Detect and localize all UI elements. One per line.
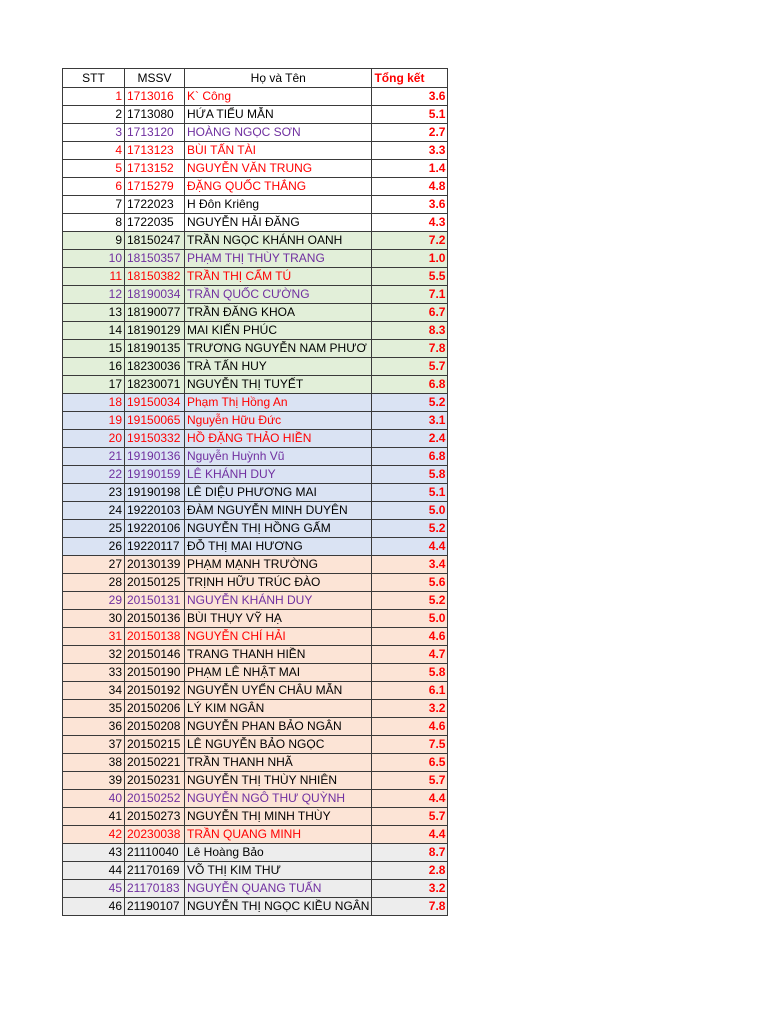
total-cell[interactable]: 3.3 — [372, 142, 448, 160]
name-cell[interactable]: NGUYỄN THỊ MINH THÙY — [185, 808, 372, 826]
name-cell[interactable]: Phạm Thị Hồng An — [185, 394, 372, 412]
total-cell[interactable]: 8.7 — [372, 844, 448, 862]
name-cell[interactable]: NGUYỄN UYỂN CHÂU MẪN — [185, 682, 372, 700]
name-cell[interactable]: HOÀNG NGỌC SƠN — [185, 124, 372, 142]
table-row — [63, 304, 448, 322]
table-row — [63, 754, 448, 772]
stt-cell[interactable]: 21 — [63, 448, 125, 466]
mssv-cell[interactable]: 18190077 — [125, 304, 185, 322]
name-cell[interactable]: PHẠM LÊ NHẬT MAI — [185, 664, 372, 682]
name-cell[interactable]: BÙI THỤY VỸ HẠ — [185, 610, 372, 628]
mssv-cell[interactable]: 18190129 — [125, 322, 185, 340]
table-row — [63, 484, 448, 502]
mssv-cell[interactable]: 20150208 — [125, 718, 185, 736]
mssv-cell[interactable]: 20150136 — [125, 610, 185, 628]
total-cell[interactable]: 4.7 — [372, 646, 448, 664]
table-row — [63, 178, 448, 196]
name-cell[interactable]: NGUYỄN VĂN TRUNG — [185, 160, 372, 178]
mssv-cell[interactable]: 19150034 — [125, 394, 185, 412]
name-cell[interactable]: TRANG THANH HIỀN — [185, 646, 372, 664]
name-cell[interactable]: TRẦN THỊ CẨM TÚ — [185, 268, 372, 286]
total-cell[interactable]: 1.0 — [372, 250, 448, 268]
total-cell[interactable]: 5.1 — [372, 106, 448, 124]
stt-cell[interactable]: 24 — [63, 502, 125, 520]
name-cell[interactable]: H Đôn Kriêng — [185, 196, 372, 214]
table-row — [63, 106, 448, 124]
name-cell[interactable]: TRẦN QUANG MINH — [185, 826, 372, 844]
table-row — [63, 862, 448, 880]
table-row — [63, 394, 448, 412]
total-cell[interactable]: 5.7 — [372, 358, 448, 376]
total-cell[interactable]: 6.1 — [372, 682, 448, 700]
mssv-cell[interactable]: 21110040 — [125, 844, 185, 862]
stt-cell[interactable]: 9 — [63, 232, 125, 250]
total-cell[interactable]: 4.3 — [372, 214, 448, 232]
table-row — [63, 286, 448, 304]
name-cell[interactable]: Nguyễn Hữu Đức — [185, 412, 372, 430]
table-row — [63, 196, 448, 214]
stt-cell[interactable]: 19 — [63, 412, 125, 430]
name-cell[interactable]: ĐÀM NGUYỄN MINH DUYÊN — [185, 502, 372, 520]
mssv-cell[interactable]: 19150332 — [125, 430, 185, 448]
total-cell[interactable]: 3.6 — [372, 88, 448, 106]
table-row — [63, 214, 448, 232]
total-cell[interactable]: 5.2 — [372, 520, 448, 538]
stt-cell[interactable]: 31 — [63, 628, 125, 646]
mssv-cell[interactable]: 1713016 — [125, 88, 185, 106]
total-cell[interactable]: 3.1 — [372, 412, 448, 430]
stt-cell[interactable]: 5 — [63, 160, 125, 178]
mssv-cell[interactable]: 1713120 — [125, 124, 185, 142]
name-cell[interactable]: HỒ ĐẶNG THẢO HIỀN — [185, 430, 372, 448]
mssv-cell[interactable]: 19190198 — [125, 484, 185, 502]
total-cell[interactable]: 5.7 — [372, 808, 448, 826]
table-row — [63, 574, 448, 592]
total-cell[interactable]: 5.0 — [372, 610, 448, 628]
total-cell[interactable]: 5.6 — [372, 574, 448, 592]
total-cell[interactable]: 5.8 — [372, 466, 448, 484]
name-cell[interactable]: NGUYỄN HẢI ĐĂNG — [185, 214, 372, 232]
stt-cell[interactable]: 22 — [63, 466, 125, 484]
total-cell[interactable]: 2.7 — [372, 124, 448, 142]
total-cell[interactable]: 3.2 — [372, 700, 448, 718]
total-cell[interactable]: 4.6 — [372, 628, 448, 646]
table-row — [63, 826, 448, 844]
table-row — [63, 376, 448, 394]
name-cell[interactable]: ĐỖ THỊ MAI HƯƠNG — [185, 538, 372, 556]
stt-cell[interactable]: 38 — [63, 754, 125, 772]
total-cell[interactable]: 5.7 — [372, 772, 448, 790]
mssv-cell[interactable]: 1713123 — [125, 142, 185, 160]
table-row — [63, 592, 448, 610]
name-cell[interactable]: NGUYỄN THỊ TUYẾT — [185, 376, 372, 394]
table-body — [63, 88, 448, 916]
total-cell[interactable]: 7.2 — [372, 232, 448, 250]
stt-cell[interactable]: 25 — [63, 520, 125, 538]
stt-cell[interactable]: 26 — [63, 538, 125, 556]
name-cell[interactable]: LÝ KIM NGÂN — [185, 700, 372, 718]
mssv-cell[interactable]: 1713080 — [125, 106, 185, 124]
mssv-cell[interactable]: 18230036 — [125, 358, 185, 376]
total-cell[interactable]: 5.5 — [372, 268, 448, 286]
table-row — [63, 628, 448, 646]
total-cell[interactable]: 4.4 — [372, 790, 448, 808]
total-cell[interactable]: 6.7 — [372, 304, 448, 322]
mssv-cell[interactable]: 20150252 — [125, 790, 185, 808]
total-cell[interactable]: 5.2 — [372, 592, 448, 610]
name-cell[interactable]: NGUYỄN THỊ HỒNG GẤM — [185, 520, 372, 538]
stt-cell[interactable]: 13 — [63, 304, 125, 322]
table-row — [63, 808, 448, 826]
stt-cell[interactable]: 33 — [63, 664, 125, 682]
table-row — [63, 736, 448, 754]
header-total[interactable]: Tổng kết — [372, 69, 448, 88]
name-cell[interactable]: TRƯƠNG NGUYỄN NAM PHƯƠ — [185, 340, 372, 358]
mssv-cell[interactable]: 21190107 — [125, 898, 185, 916]
mssv-cell[interactable]: 1713152 — [125, 160, 185, 178]
mssv-cell[interactable]: 20150192 — [125, 682, 185, 700]
name-cell[interactable]: TRẦN NGỌC KHÁNH OANH — [185, 232, 372, 250]
name-cell[interactable]: TRỊNH HỮU TRÚC ĐÀO — [185, 574, 372, 592]
name-cell[interactable]: TRẦN QUỐC CƯỜNG — [185, 286, 372, 304]
total-cell[interactable]: 4.4 — [372, 538, 448, 556]
mssv-cell[interactable]: 20150273 — [125, 808, 185, 826]
mssv-cell[interactable]: 18230071 — [125, 376, 185, 394]
header-row — [63, 69, 448, 88]
header-name[interactable]: Họ và Tên — [185, 69, 372, 88]
name-cell[interactable]: K` Công — [185, 88, 372, 106]
name-cell[interactable]: NGUYỄN PHAN BẢO NGÂN — [185, 718, 372, 736]
table-row — [63, 466, 448, 484]
mssv-cell[interactable]: 18150247 — [125, 232, 185, 250]
mssv-cell[interactable]: 1722023 — [125, 196, 185, 214]
mssv-cell[interactable]: 20150131 — [125, 592, 185, 610]
mssv-cell[interactable]: 20150146 — [125, 646, 185, 664]
stt-cell[interactable]: 30 — [63, 610, 125, 628]
stt-cell[interactable]: 1 — [63, 88, 125, 106]
name-cell[interactable]: TRẦN THANH NHÃ — [185, 754, 372, 772]
table-row — [63, 412, 448, 430]
stt-cell[interactable]: 8 — [63, 214, 125, 232]
total-cell[interactable]: 3.2 — [372, 880, 448, 898]
total-cell[interactable]: 2.4 — [372, 430, 448, 448]
stt-cell[interactable]: 12 — [63, 286, 125, 304]
name-cell[interactable]: VÕ THỊ KIM THƯ — [185, 862, 372, 880]
mssv-cell[interactable]: 19190136 — [125, 448, 185, 466]
table-row — [63, 268, 448, 286]
name-cell[interactable]: PHẠM THỊ THÙY TRANG — [185, 250, 372, 268]
table-row — [63, 124, 448, 142]
name-cell[interactable]: NGUYỄN KHÁNH DUY — [185, 592, 372, 610]
mssv-cell[interactable]: 18190034 — [125, 286, 185, 304]
table-row — [63, 664, 448, 682]
table-row — [63, 556, 448, 574]
mssv-cell[interactable]: 20230038 — [125, 826, 185, 844]
total-cell[interactable]: 6.8 — [372, 376, 448, 394]
stt-cell[interactable]: 27 — [63, 556, 125, 574]
mssv-cell[interactable]: 18150357 — [125, 250, 185, 268]
stt-cell[interactable]: 32 — [63, 646, 125, 664]
name-cell[interactable]: NGUYỄN NGÔ THƯ QUỲNH — [185, 790, 372, 808]
name-cell[interactable]: TRẦN ĐĂNG KHOA — [185, 304, 372, 322]
mssv-cell[interactable]: 1722035 — [125, 214, 185, 232]
stt-cell[interactable]: 45 — [63, 880, 125, 898]
stt-cell[interactable]: 3 — [63, 124, 125, 142]
total-cell[interactable]: 3.4 — [372, 556, 448, 574]
stt-cell[interactable]: 18 — [63, 394, 125, 412]
table-row — [63, 250, 448, 268]
stt-cell[interactable]: 46 — [63, 898, 125, 916]
table-row — [63, 718, 448, 736]
total-cell[interactable]: 5.8 — [372, 664, 448, 682]
name-cell[interactable]: LÊ KHÁNH DUY — [185, 466, 372, 484]
table-row — [63, 142, 448, 160]
total-cell[interactable]: 6.8 — [372, 448, 448, 466]
total-cell[interactable]: 7.1 — [372, 286, 448, 304]
table-row — [63, 88, 448, 106]
stt-cell[interactable]: 6 — [63, 178, 125, 196]
stt-cell[interactable]: 17 — [63, 376, 125, 394]
stt-cell[interactable]: 7 — [63, 196, 125, 214]
total-cell[interactable]: 8.3 — [372, 322, 448, 340]
total-cell[interactable]: 4.8 — [372, 178, 448, 196]
mssv-cell[interactable]: 19220103 — [125, 502, 185, 520]
total-cell[interactable]: 7.5 — [372, 736, 448, 754]
stt-cell[interactable]: 15 — [63, 340, 125, 358]
table-row — [63, 160, 448, 178]
mssv-cell[interactable]: 20150215 — [125, 736, 185, 754]
table-row — [63, 448, 448, 466]
mssv-cell[interactable]: 1715279 — [125, 178, 185, 196]
name-cell[interactable]: HỨA TIỂU MẪN — [185, 106, 372, 124]
stt-cell[interactable]: 37 — [63, 736, 125, 754]
mssv-cell[interactable]: 20130139 — [125, 556, 185, 574]
stt-cell[interactable]: 35 — [63, 700, 125, 718]
name-cell[interactable]: TRÀ TẤN HUY — [185, 358, 372, 376]
table-row — [63, 682, 448, 700]
stt-cell[interactable]: 40 — [63, 790, 125, 808]
name-cell[interactable]: Lê Hoàng Bảo — [185, 844, 372, 862]
mssv-cell[interactable]: 20150190 — [125, 664, 185, 682]
mssv-cell[interactable]: 21170169 — [125, 862, 185, 880]
table-row — [63, 646, 448, 664]
table-row — [63, 844, 448, 862]
table-row — [63, 232, 448, 250]
table-row — [63, 772, 448, 790]
stt-cell[interactable]: 44 — [63, 862, 125, 880]
table-row — [63, 358, 448, 376]
name-cell[interactable]: PHẠM MẠNH TRƯỜNG — [185, 556, 372, 574]
table-row — [63, 898, 448, 916]
mssv-cell[interactable]: 19150065 — [125, 412, 185, 430]
total-cell[interactable]: 7.8 — [372, 340, 448, 358]
stt-cell[interactable]: 28 — [63, 574, 125, 592]
stt-cell[interactable]: 11 — [63, 268, 125, 286]
grade-table — [62, 68, 448, 916]
name-cell[interactable]: BÙI TẤN TÀI — [185, 142, 372, 160]
total-cell[interactable]: 6.5 — [372, 754, 448, 772]
mssv-cell[interactable]: 20150125 — [125, 574, 185, 592]
name-cell[interactable]: LÊ DIỆU PHƯƠNG MAI — [185, 484, 372, 502]
table-row — [63, 700, 448, 718]
mssv-cell[interactable]: 19220106 — [125, 520, 185, 538]
table-row — [63, 322, 448, 340]
stt-cell[interactable]: 34 — [63, 682, 125, 700]
total-cell[interactable]: 7.8 — [372, 898, 448, 916]
name-cell[interactable]: Nguyễn Huỳnh Vũ — [185, 448, 372, 466]
mssv-cell[interactable]: 18190135 — [125, 340, 185, 358]
table-row — [63, 610, 448, 628]
stt-cell[interactable]: 20 — [63, 430, 125, 448]
header-stt[interactable]: STT — [63, 69, 125, 88]
stt-cell[interactable]: 42 — [63, 826, 125, 844]
mssv-cell[interactable]: 18150382 — [125, 268, 185, 286]
mssv-cell[interactable]: 19190159 — [125, 466, 185, 484]
name-cell[interactable]: ĐẶNG QUỐC THẮNG — [185, 178, 372, 196]
total-cell[interactable]: 5.1 — [372, 484, 448, 502]
table-row — [63, 520, 448, 538]
total-cell[interactable]: 4.6 — [372, 718, 448, 736]
table-row — [63, 430, 448, 448]
total-cell[interactable]: 1.4 — [372, 160, 448, 178]
stt-cell[interactable]: 4 — [63, 142, 125, 160]
mssv-cell[interactable]: 20150231 — [125, 772, 185, 790]
stt-cell[interactable]: 14 — [63, 322, 125, 340]
table-row — [63, 880, 448, 898]
table-row — [63, 340, 448, 358]
stt-cell[interactable]: 10 — [63, 250, 125, 268]
stt-cell[interactable]: 36 — [63, 718, 125, 736]
total-cell[interactable]: 4.4 — [372, 826, 448, 844]
name-cell[interactable]: NGUYỄN THỊ NGỌC KIỀU NGÂN — [185, 898, 372, 916]
table-row — [63, 502, 448, 520]
mssv-cell[interactable]: 20150206 — [125, 700, 185, 718]
mssv-cell[interactable]: 20150221 — [125, 754, 185, 772]
header-mssv[interactable]: MSSV — [125, 69, 185, 88]
stt-cell[interactable]: 29 — [63, 592, 125, 610]
mssv-cell[interactable]: 21170183 — [125, 880, 185, 898]
total-cell[interactable]: 5.2 — [372, 394, 448, 412]
name-cell[interactable]: NGUYỄN QUANG TUẤN — [185, 880, 372, 898]
stt-cell[interactable]: 23 — [63, 484, 125, 502]
stt-cell[interactable]: 2 — [63, 106, 125, 124]
name-cell[interactable]: LÊ NGUYỄN BẢO NGỌC — [185, 736, 372, 754]
total-cell[interactable]: 2.8 — [372, 862, 448, 880]
table-row — [63, 790, 448, 808]
stt-cell[interactable]: 39 — [63, 772, 125, 790]
stt-cell[interactable]: 16 — [63, 358, 125, 376]
mssv-cell[interactable]: 20150138 — [125, 628, 185, 646]
stt-cell[interactable]: 41 — [63, 808, 125, 826]
name-cell[interactable]: MAI KIẾN PHÚC — [185, 322, 372, 340]
name-cell[interactable]: NGUYỄN THỊ THÙY NHIÊN — [185, 772, 372, 790]
name-cell[interactable]: NGUYỄN CHÍ HẢI — [185, 628, 372, 646]
total-cell[interactable]: 3.6 — [372, 196, 448, 214]
mssv-cell[interactable]: 19220117 — [125, 538, 185, 556]
stt-cell[interactable]: 43 — [63, 844, 125, 862]
total-cell[interactable]: 5.0 — [372, 502, 448, 520]
table-row — [63, 538, 448, 556]
